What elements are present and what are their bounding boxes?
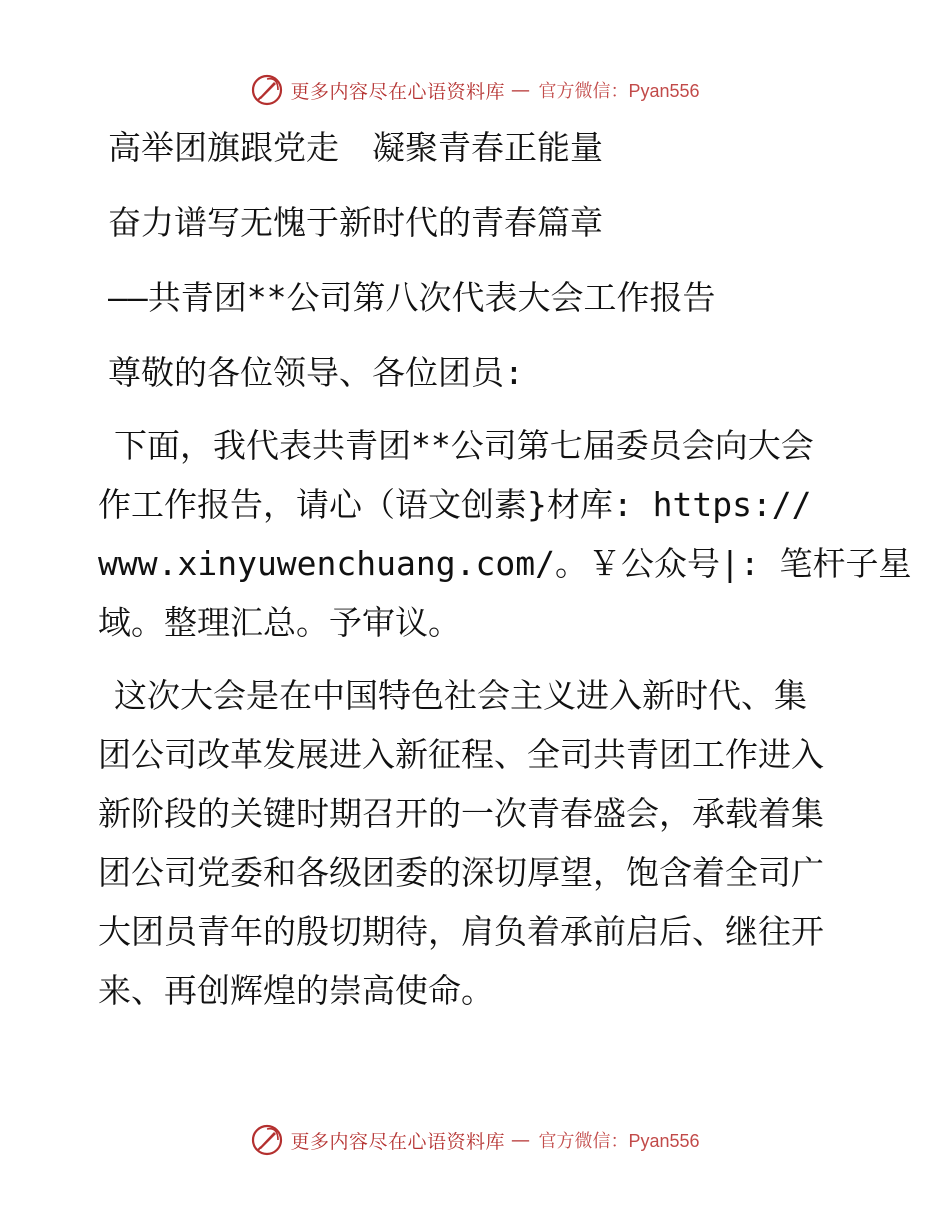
paragraph-1-line-4: 域。整理汇总。予审议。 — [98, 603, 461, 642]
paragraph-1-line-2: 作工作报告，请心（语文创素}材库: https:// — [98, 485, 812, 524]
banner-wechat-text: 官方微信：Pyan556 — [538, 81, 700, 101]
paragraph-2 — [98, 666, 858, 1020]
paragraph-2-line-6: 来、再创辉煌的崇高使命。 — [98, 971, 494, 1010]
title-line-1: 高举团旗跟党走 凝聚青春正能量 — [108, 128, 603, 167]
paragraph-2-line-5: 大团员青年的殷切期待，肩负着承前启后、继往开 — [98, 912, 824, 951]
banner-text: 更多内容尽在心语资料库 — [290, 1130, 505, 1153]
title-line-2: 奋力谱写无愧于新时代的青春篇章 — [108, 203, 603, 242]
banner-text: 更多内容尽在心语资料库 — [290, 80, 505, 103]
greeting: 尊敬的各位领导、各位团员: — [108, 353, 524, 392]
banner-dash: — — [510, 79, 531, 101]
paragraph-1-line-3: www.xinyuwenchuang.com/。￥公众号|: 笔杆子星 — [98, 544, 912, 583]
banner-dash: — — [510, 1129, 531, 1151]
feather-pen-logo-icon — [250, 73, 284, 107]
title-line-3: ——共青团**公司第八次代表大会工作报告 — [108, 278, 716, 317]
feather-pen-logo-icon — [250, 1123, 284, 1157]
paragraph-2-line-3: 新阶段的关键时期召开的一次青春盛会，承载着集 — [98, 794, 824, 833]
banner-wechat-text: 官方微信：Pyan556 — [538, 1131, 700, 1151]
paragraph-2-line-4: 团公司党委和各级团委的深切厚望，饱含着全司广 — [98, 853, 824, 892]
footer-banner — [0, 1120, 950, 1160]
paragraph-1 — [98, 416, 912, 652]
header-banner — [0, 70, 950, 110]
paragraph-2-line-1: 这次大会是在中国特色社会主义进入新时代、集 — [114, 676, 807, 715]
document-body — [98, 118, 912, 1034]
paragraph-1-line-1: 下面，我代表共青团**公司第七届委员会向大会 — [114, 426, 814, 465]
paragraph-2-line-2: 团公司改革发展进入新征程、全司共青团工作进入 — [98, 735, 824, 774]
